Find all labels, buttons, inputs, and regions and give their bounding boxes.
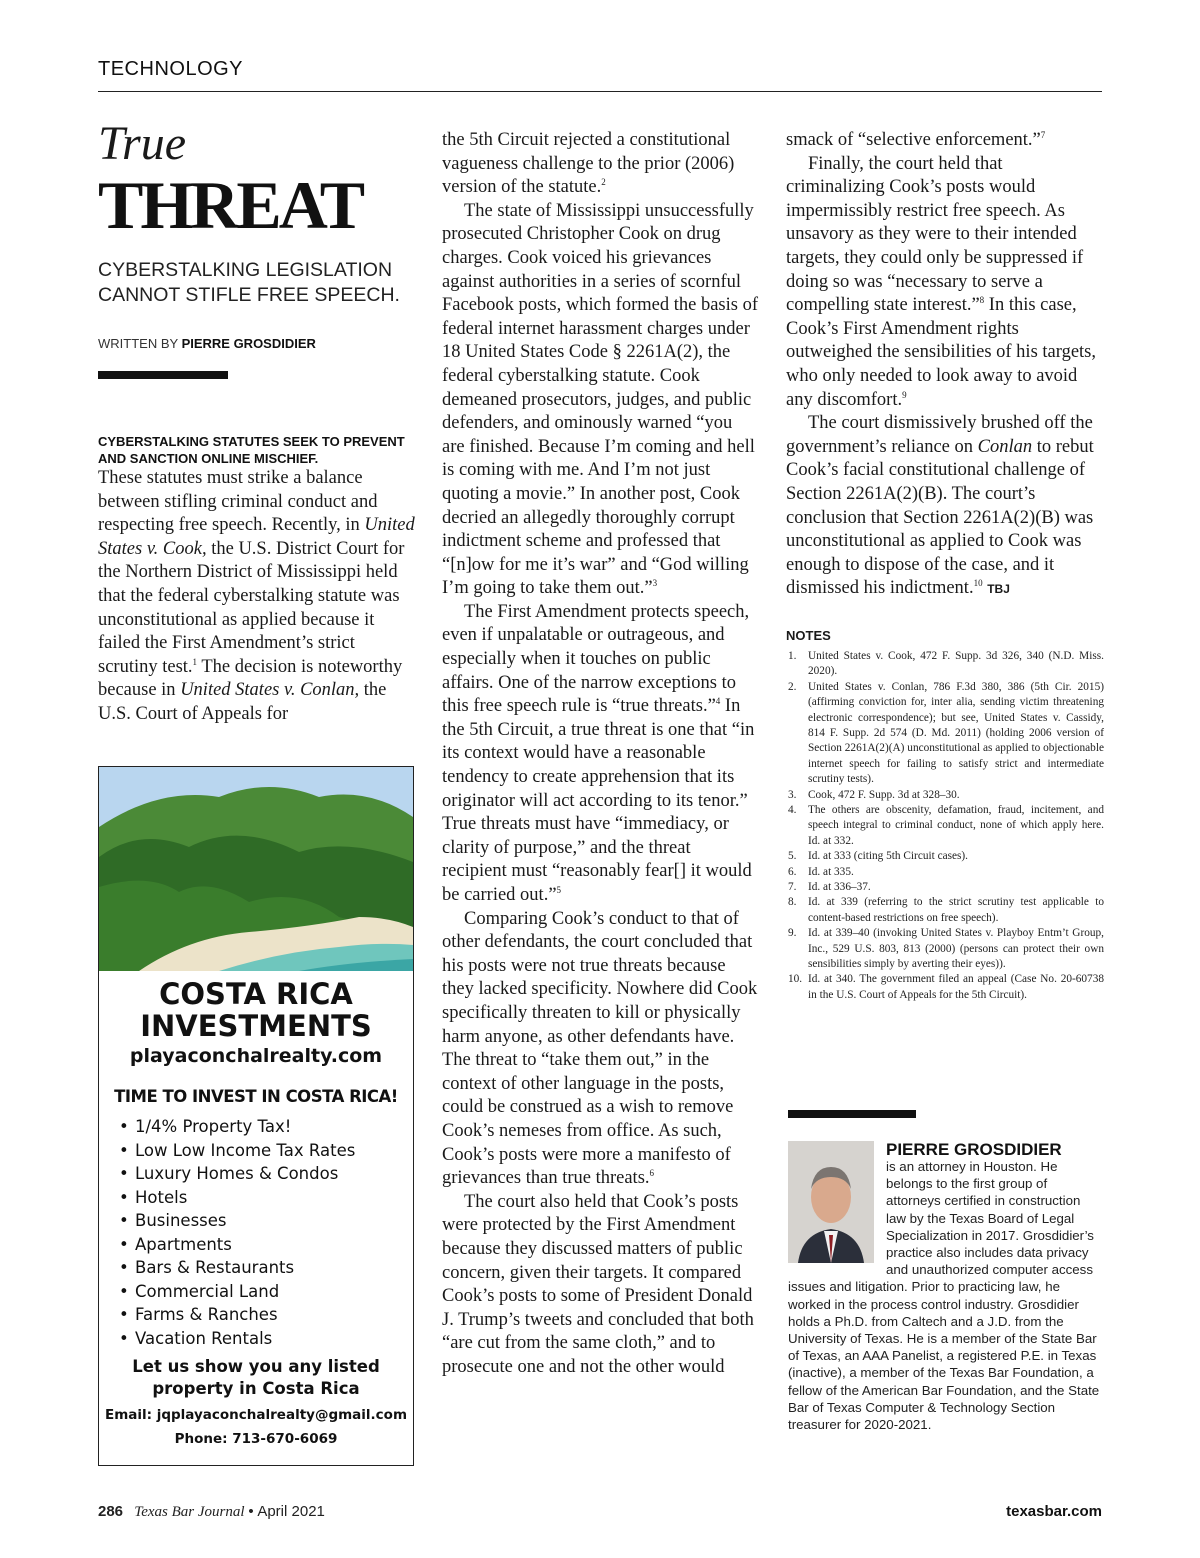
list-item: • Commercial Land: [119, 1280, 355, 1304]
note-number: 4.: [788, 803, 797, 816]
bio-body: is an attorney in Houston. He belongs to the first group of attorneys certified in construction law by the Texas Board of Legal Specialization in 2017. Grosdidier’s practice also includes data privacy and unauthorized computer access issues and litigation. Prior to practicing law, he worked in the process control industry. Grosdidier holds a Ph.D. from Caltech and a J.D. from the University of Texas. He is a member of the State Bar of Texas, an AAA Panelist, a registered P.E. in Texas (inactive), a member of the Texas Bar Foundation, a fellow of the American Bar Foundation, and the State Bar of Texas Computer & Technology Section treasurer for 2020-2021.: [788, 1159, 1100, 1433]
note-number: 5.: [788, 850, 797, 863]
ad-website-link[interactable]: playaconchalrealty.com: [129, 1045, 383, 1067]
text-run: the U.S. Court of Appeals for: [98, 680, 387, 724]
bio-name: PIERRE GROSDIDIER: [886, 1140, 1062, 1159]
note-item: [786, 972, 1104, 1003]
ad-phone: Phone: 713-670-6069: [174, 1431, 338, 1447]
note-item: [786, 803, 1104, 849]
journal-name: Texas Bar Journal: [134, 1504, 245, 1520]
text-run: the U.S. District Court for the Northern District of Mississippi held that the federal cyberstalking statute was unconstitutional as applied because it failed the First Amendment’s strict scrutiny test.: [98, 538, 405, 677]
list-item: • Luxury Homes & Condos: [119, 1162, 355, 1186]
case-name: Conlan: [977, 436, 1033, 457]
text-run: Finally, the court held that criminalizing Cook’s posts would impermissibly restrict free speech. As unsavory as they were to their intended targets, they could only be suppressed if doing so was “necessary to serve a compelling state interest.”: [786, 153, 1084, 316]
text-run: The decision is noteworthy because in: [98, 656, 403, 701]
note-item: [786, 680, 1104, 788]
paragraph: [786, 153, 1104, 413]
paragraph: [786, 129, 1104, 153]
paragraph: [442, 908, 758, 1191]
text-run: These statutes must strike a balance between stifling criminal conduct and respecting free speech. Recently, in: [98, 468, 378, 536]
byline: [98, 336, 416, 351]
list-item: • Vacation Rentals: [119, 1327, 355, 1351]
footer-left: [98, 1503, 325, 1521]
note-number: 3.: [788, 788, 797, 801]
text-run: the 5th Circuit rejected a constitutional vagueness challenge to the prior (2006) version of the statute.: [442, 130, 735, 198]
note-number: 2.: [788, 680, 797, 693]
notes-list: [786, 649, 1104, 1003]
ad-headline-1: COSTA RICA: [159, 977, 353, 1011]
beach-photo: [99, 767, 413, 971]
top-divider: [98, 91, 1102, 92]
note-text: The others are obscenity, defamation, fraud, incitement, and speech integral to criminal conduct, none of which apply here. Id. at 332.: [808, 803, 1104, 847]
note-item: [786, 849, 1104, 864]
title-divider: [98, 371, 228, 379]
footnote-ref: 4: [715, 696, 721, 707]
page-number: 286: [98, 1503, 124, 1520]
text-run: smack of “selective enforcement.”: [786, 130, 1041, 150]
note-text: Id. at 333 (citing 5th Circuit cases).: [808, 850, 968, 863]
footnote-ref: 8: [979, 295, 985, 305]
case-name: United States v. Cook,: [98, 515, 415, 559]
ad-cta-line-2: property in Costa Rica: [152, 1379, 360, 1398]
body-column-3: [786, 129, 1104, 602]
lead-in: CYBERSTALKING STATUTES SEEK TO PREVENT AND SANCTION ONLINE MISCHIEF.: [98, 434, 405, 466]
notes-title: NOTES: [786, 627, 831, 643]
footnote-ref: 9: [902, 389, 907, 400]
title-bold: THREAT: [98, 167, 363, 243]
paragraph: [98, 467, 416, 727]
note-item: [786, 880, 1104, 895]
footer-site-link[interactable]: texasbar.com: [1006, 1503, 1102, 1520]
ad-tagline: TIME TO INVEST IN COSTA RICA!: [114, 1087, 398, 1106]
ad-headline-2: INVESTMENTS: [140, 1009, 372, 1043]
bio-photo-spacer: [788, 1158, 886, 1266]
note-text: United States v. Conlan, 786 F.3d 380, 386 (5th Cir. 2015) (affirming conviction for, inter alia, sending victim threatening electronic correspondence); but see, United States v. Cassidy, 814 F. Supp. 2d 574 (D. Md. 2011) (holding 2006 version of Section 2261A(2)(A) unconstitutional as applied to objectionable internet speech for failing to satisfy strict and intermediate scrutiny tests).: [808, 680, 1104, 786]
title-italic: True: [98, 117, 187, 170]
advertisement[interactable]: [98, 766, 414, 1466]
note-text: Id. at 339–40 (invoking United States v. Playboy Entm’t Group, Inc., 529 U.S. 803, 813 (2000) (persons can protect their own sensibilities simply by averting their eyes)).: [808, 927, 1104, 970]
paragraph: [786, 412, 1104, 602]
note-item: [786, 865, 1104, 880]
ad-cta-line-1: Let us show you any listed: [132, 1357, 380, 1376]
end-mark: TBJ: [987, 582, 1010, 597]
case-name: United States v. Conlan,: [180, 680, 360, 701]
paragraph: [442, 601, 758, 908]
note-text: United States v. Cook, 472 F. Supp. 3d 326, 340 (N.D. Miss. 2020).: [808, 649, 1104, 678]
section-label: TECHNOLOGY: [98, 58, 244, 80]
footnote-ref: 2: [601, 177, 606, 188]
note-number: 1.: [788, 649, 797, 662]
list-item: • Businesses: [119, 1209, 355, 1233]
note-number: 7.: [788, 880, 797, 893]
text-run: Comparing Cook’s conduct to that of other defendants, the court concluded that his posts were not true threats because they lacked specificity. Nowhere did Cook specifically threaten to kill or physically harm anyone, as other defendants have. The threat to “take them out,” in the context of other language in the posts, could be construed as a wish to remove Cook’s nemeses from office. As such, Cook’s posts were more a manifesto of grievances than true threats.: [442, 908, 758, 1189]
paragraph: [442, 200, 758, 601]
column-3: [786, 129, 1104, 1003]
text-run: The First Amendment protects speech, even if unpalatable or outrageous, and especially when it touches on public affairs. One of the narrow exceptions to this free speech rule is “true threats.”: [442, 601, 750, 717]
text-run: The court also held that Cook’s posts were protected by the First Amendment because they discussed matters of public concern, given their targets. It compared Cook’s posts to some of President Donald J. Trump’s tweets and concluded that both “are cut from the same cloth,” and to prosecute one and not the other would: [442, 1191, 754, 1377]
note-number: 8.: [788, 896, 797, 909]
footnote-ref: 10: [973, 578, 983, 589]
note-text: Id. at 340. The government filed an appeal (Case No. 20-60738 in the U.S. Court of Appeals for the 5th Circuit).: [808, 973, 1104, 1001]
note-item: [786, 926, 1104, 972]
footnote-ref: 5: [556, 884, 562, 895]
paragraph: [442, 1191, 758, 1380]
text-run: The court dismissively brushed off the government’s reliance on: [786, 413, 1093, 457]
text-run: to rebut Cook’s facial constitutional challenge of Section 2261A(2)(B). The court’s conclusion that Section 2261A(2)(B) was unconstitutional as applied to Cook was enough to dispose of the case, and it dismissed his indictment.: [786, 436, 1094, 599]
note-text: Id. at 339 (referring to the strict scrutiny test applicable to content-based restrictions on free speech).: [808, 896, 1104, 924]
note-item: [786, 649, 1104, 680]
column-1: [98, 118, 416, 727]
footnote-ref: 7: [1040, 129, 1046, 140]
list-item: • Farms & Ranches: [119, 1303, 355, 1327]
list-item: • Low Low Income Tax Rates: [119, 1139, 355, 1163]
note-item: [786, 895, 1104, 926]
ad-email-link[interactable]: Email: jqplayaconchalrealty@gmail.com: [104, 1407, 408, 1423]
note-text: Id. at 336–37.: [808, 880, 871, 893]
note-item: [786, 788, 1104, 803]
note-number: 6.: [788, 865, 797, 878]
text-run: In this case, Cook’s First Amendment rights outweighed the sensibilities of his targets, who only needed to look away to avoid any discomfort.: [786, 295, 1097, 410]
text-run: In the 5th Circuit, a true threat is one that “in its context would have a reasonable tendency to create apprehension that its originator will act according to its tenor.” True threats must have “immediacy, or clarity of purpose,” and the threat recipient must “reasonably fear[] it would be carried out.”: [442, 696, 755, 905]
list-item: • Bars & Restaurants: [119, 1256, 355, 1280]
footnote-ref: 1: [192, 656, 198, 667]
ad-feature-list: [119, 1115, 355, 1350]
note-number: 10.: [788, 973, 803, 986]
list-item: • Hotels: [119, 1186, 355, 1210]
note-text: Id. at 335.: [808, 865, 854, 878]
footnote-ref: 3: [652, 578, 658, 589]
paragraph: [442, 129, 758, 200]
column-2: [442, 129, 758, 1379]
text-run: The state of Mississippi unsuccessfully prosecuted Christopher Cook on drug charges. Cook voiced his grievances against authorities in a series of scornful Facebook posts, which formed the basis of federal internet harassment charges under 18 United States Code § 2261A(2), the federal cyberstalking statute. Cook demeaned prosecutors, judges, and public defenders, and ominously warned “you are finished. Because I’m coming and hell is coming with me. And I’m not just quoting a movie.” In another post, Cook decried an allegedly thoroughly corrupt indictment scheme and professed that “[n]ow for me it’s war” and “God willing I’m going to take them out.”: [442, 200, 758, 599]
subtitle: CYBERSTALKING LEGISLATION CANNOT STIFLE FREE SPEECH.: [98, 259, 400, 306]
bio-divider: [788, 1110, 916, 1118]
issue-date: April 2021: [257, 1503, 325, 1520]
list-item: • 1/4% Property Tax!: [119, 1115, 355, 1139]
body-column-1: [98, 467, 416, 727]
footnote-ref: 6: [649, 1167, 655, 1178]
byline-author: PIERRE GROSDIDIER: [181, 336, 316, 351]
bio-text: [788, 1158, 1104, 1433]
byline-prefix: WRITTEN BY: [98, 336, 178, 351]
footer-separator: •: [248, 1503, 254, 1520]
list-item: • Apartments: [119, 1233, 355, 1257]
note-text: Cook, 472 F. Supp. 3d at 328–30.: [808, 788, 960, 801]
note-number: 9.: [788, 927, 797, 940]
